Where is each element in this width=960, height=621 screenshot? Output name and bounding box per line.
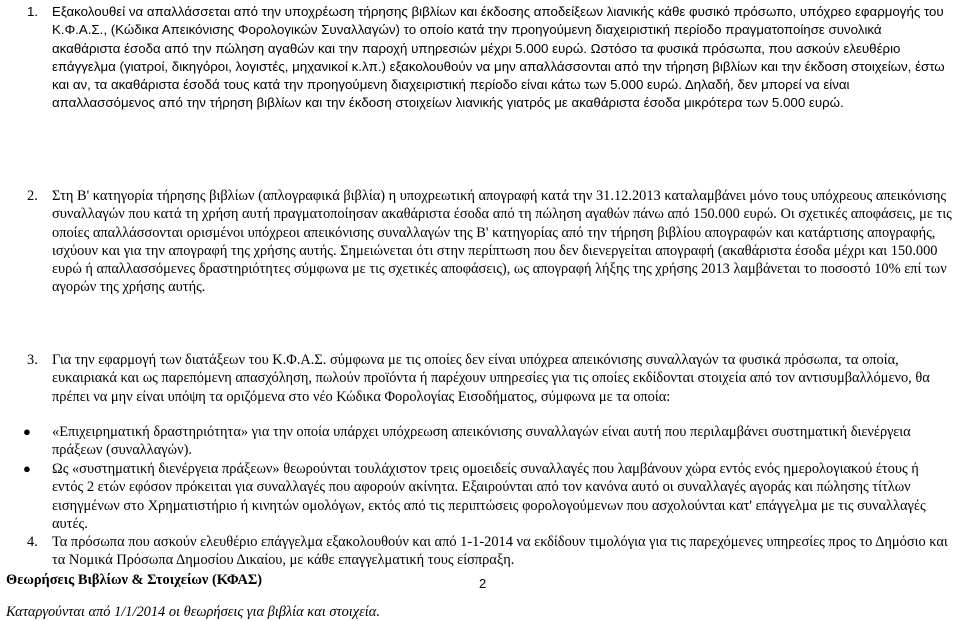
list-item-text: Τα πρόσωπα που ασκούν ελευθέριο επάγγελμα εξακολουθούν και από 1-1-2014 να εκδίδουν τιμολόγια για τις παρεχόμενες υπηρεσίες προς το Δημόσιο και τα Νομικά Πρόσωπα Δημοσίου Δικαίου, με κάθε επαγγελματική τους είσπραξη. <box>52 534 948 569</box>
bullet-text: «Επιχειρηματική δραστηριότητα» για την οποία υπάρχει υπόχρεωση απεικόνισης συναλλαγών είναι αυτή που περιλαμβάνει συστηματική διενέργεια πράξεων (συναλλαγών). <box>52 424 911 459</box>
list-number: 4. <box>27 534 38 550</box>
italic-note: Καταργούνται από 1/1/2014 οι θεωρήσεις για βιβλία και στοιχεία. <box>6 604 380 620</box>
list-number: 3. <box>27 352 38 368</box>
bullet-icon: ● <box>23 461 31 476</box>
list-item-text: Για την εφαρμογή των διατάξεων του Κ.Φ.Α.Σ. σύμφωνα με τις οποίες δεν είναι υπόχρεα απεικόνισης συναλλαγών τα φυσικά πρόσωπα, τα οποία, ευκαιριακά και ως παρεπόμενη απασχόληση, πωλούν προϊόντα ή παρέχουν υπηρεσίες για τις οποίες εκδίδονται στοιχεία από τον αντισυμβαλλόμενο, θα πρέπει να μην είναι υπόψη τα οριζόμενα στο νέο Κώδικα Φορολογίας Εισοδήματος, σύμφωνα με τα οποία: <box>52 352 930 405</box>
section-heading: Θεωρήσεις Βιβλίων & Στοιχείων (ΚΦΑΣ) <box>6 572 263 588</box>
list-item-text: Εξακολουθεί να απαλλάσσεται από την υποχρέωση τήρησης βιβλίων και έκδοσης αποδείξεων λιανικής κάθε φυσικό πρόσωπο, υπόχρεο εφαρμογής του Κ.Φ.Α.Σ., (Κώδικα Απεικόνισης Φορολογικών Συναλλαγών) το οποίο κατά την προηγούμενη διαχειριστική περίοδο πραγματοποίησε συνολικά ακαθάριστα έσοδα από την πώληση αγαθών και την παροχή υπηρεσιών μέχρι 5.000 ευρώ. Ωστόσο τα φυσικά πρόσωπα, που ασκούν ελευθέριο επάγγελμα (γιατροί, δικηγόροι, λογιστές, μηχανικοί κ.λπ.) εξακολουθούν να μην απαλλάσσονται από την τήρηση βιβλίων και την έκδοση στοιχείων, έστω και αν, τα ακαθάριστα έσοδά τους κατά την προηγούμενη διαχειριστική περίοδο είναι κάτω των 5.000 ευρώ. Δηλαδή, δεν μπορεί να είναι απαλλασσόμενος από την τήρηση βιβλίων και την έκδοση στοιχείων λιανικής γιατρός με ακαθάριστα έσοδα μικρότερα των 5.000 ευρώ. <box>52 4 945 111</box>
page-number: 2 <box>479 576 487 591</box>
bullet-text: Ως «συστηματική διενέργεια πράξεων» θεωρούνται τουλάχιστον τρεις ομοειδείς συναλλαγές που λαμβάνουν χώρα εντός ενός ημερολογιακού έτους ή εντός 2 ετών εφόσον πρόκειται για συναλλαγές που αφορούν ακίνητα. Εξαιρούνται από τον κανόνα αυτό οι συναλλαγές αγοράς και πώλησης τίτλων εισηγμένων στο Χρηματιστήριο ή κινητών ομολόγων, εκτός από τις περιπτώσεις φορολογούμενων που ασχολούνται κατ' επάγγελμα με τις συναλλαγές αυτές. <box>52 461 926 532</box>
list-number: 2. <box>27 188 38 204</box>
bullet-icon: ● <box>23 424 31 439</box>
list-number: 1. <box>27 4 39 19</box>
list-item-text: Στη Β' κατηγορία τήρησης βιβλίων (απλογραφικά βιβλία) η υποχρεωτική απογραφή κατά την 31.12.2013 καταλαμβάνει μόνο τους υπόχρεους απεικόνισης συναλλαγών που κατά τη χρήση αυτή πραγματοποίησαν ακαθάριστα έσοδα από τη πώληση αγαθών πάνω από 150.000 ευρώ. Οι σχετικές αποφάσεις, με τις οποίες απαλλάσσονται ορισμένοι υπόχρεοι απεικόνισης συναλλαγών της Β' κατηγορίας από την τήρηση βιβλίου απογραφών και κατάρτισης απογραφής, ισχύουν και για την απογραφή της χρήσης αυτής. Σημειώνεται ότι στην περίπτωση που δεν διενεργείται απογραφή (ακαθάριστα έσοδα μέχρι και 150.000 ευρώ ή απαλλασσόμενες δραστηριότητες σύμφωνα με τις σχετικές αποφάσεις), ως απογραφή λήξης της χρήσης 2013 λαμβάνεται το ποσοστό 10% επί των αγορών της χρήσης αυτής. <box>52 188 952 296</box>
